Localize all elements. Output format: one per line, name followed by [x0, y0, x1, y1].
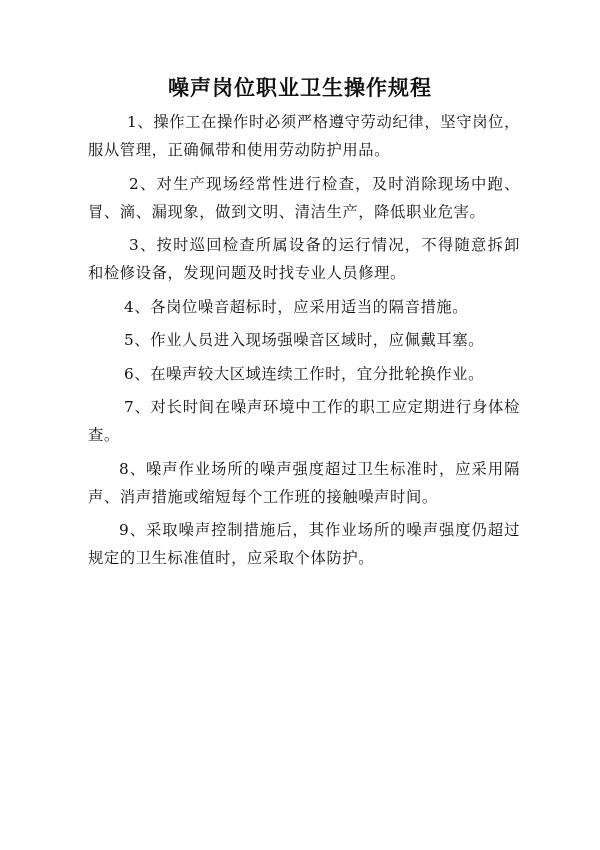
- paragraph-7: 7、对长时间在噪声环境中工作的职工应定期进行身体检查。: [88, 398, 520, 444]
- paragraph-3: 3、按时巡回检查所属设备的运行情况，不得随意拆卸和检修设备，发现问题及时找专业人员修理。: [88, 236, 520, 282]
- paragraph-1: 1、操作工在操作时必须严格遵守劳动纪律，坚守岗位，服从管理，正确佩带和使用劳动防护用品。: [88, 113, 520, 159]
- paragraph-2: 2、对生产现场经常性进行检查，及时消除现场中跑、冒、滴、漏现象，做到文明、清洁生产，降低职业危害。: [88, 174, 520, 221]
- paragraph-9: 9、采取噪声控制措施后，其作业场所的噪声强度仍超过规定的卫生标准值时，应采取个体防护。: [88, 521, 520, 567]
- document-body: [88, 108, 520, 578]
- paragraph-4: 4、各岗位噪音超标时，应采用适当的隔音措施。: [124, 297, 469, 316]
- paragraph-6: 6、在噪声较大区域连续工作时，宜分批轮换作业。: [124, 364, 485, 383]
- paragraph-8: 8、噪声作业场所的噪声强度超过卫生标准时，应采用隔声、消声措施或缩短每个工作班的接触噪声时间。: [88, 459, 520, 506]
- document-title: 噪声岗位职业卫生操作规程: [168, 76, 432, 100]
- paragraph-5: 5、作业人员进入现场强噪音区域时，应佩戴耳塞。: [124, 331, 485, 349]
